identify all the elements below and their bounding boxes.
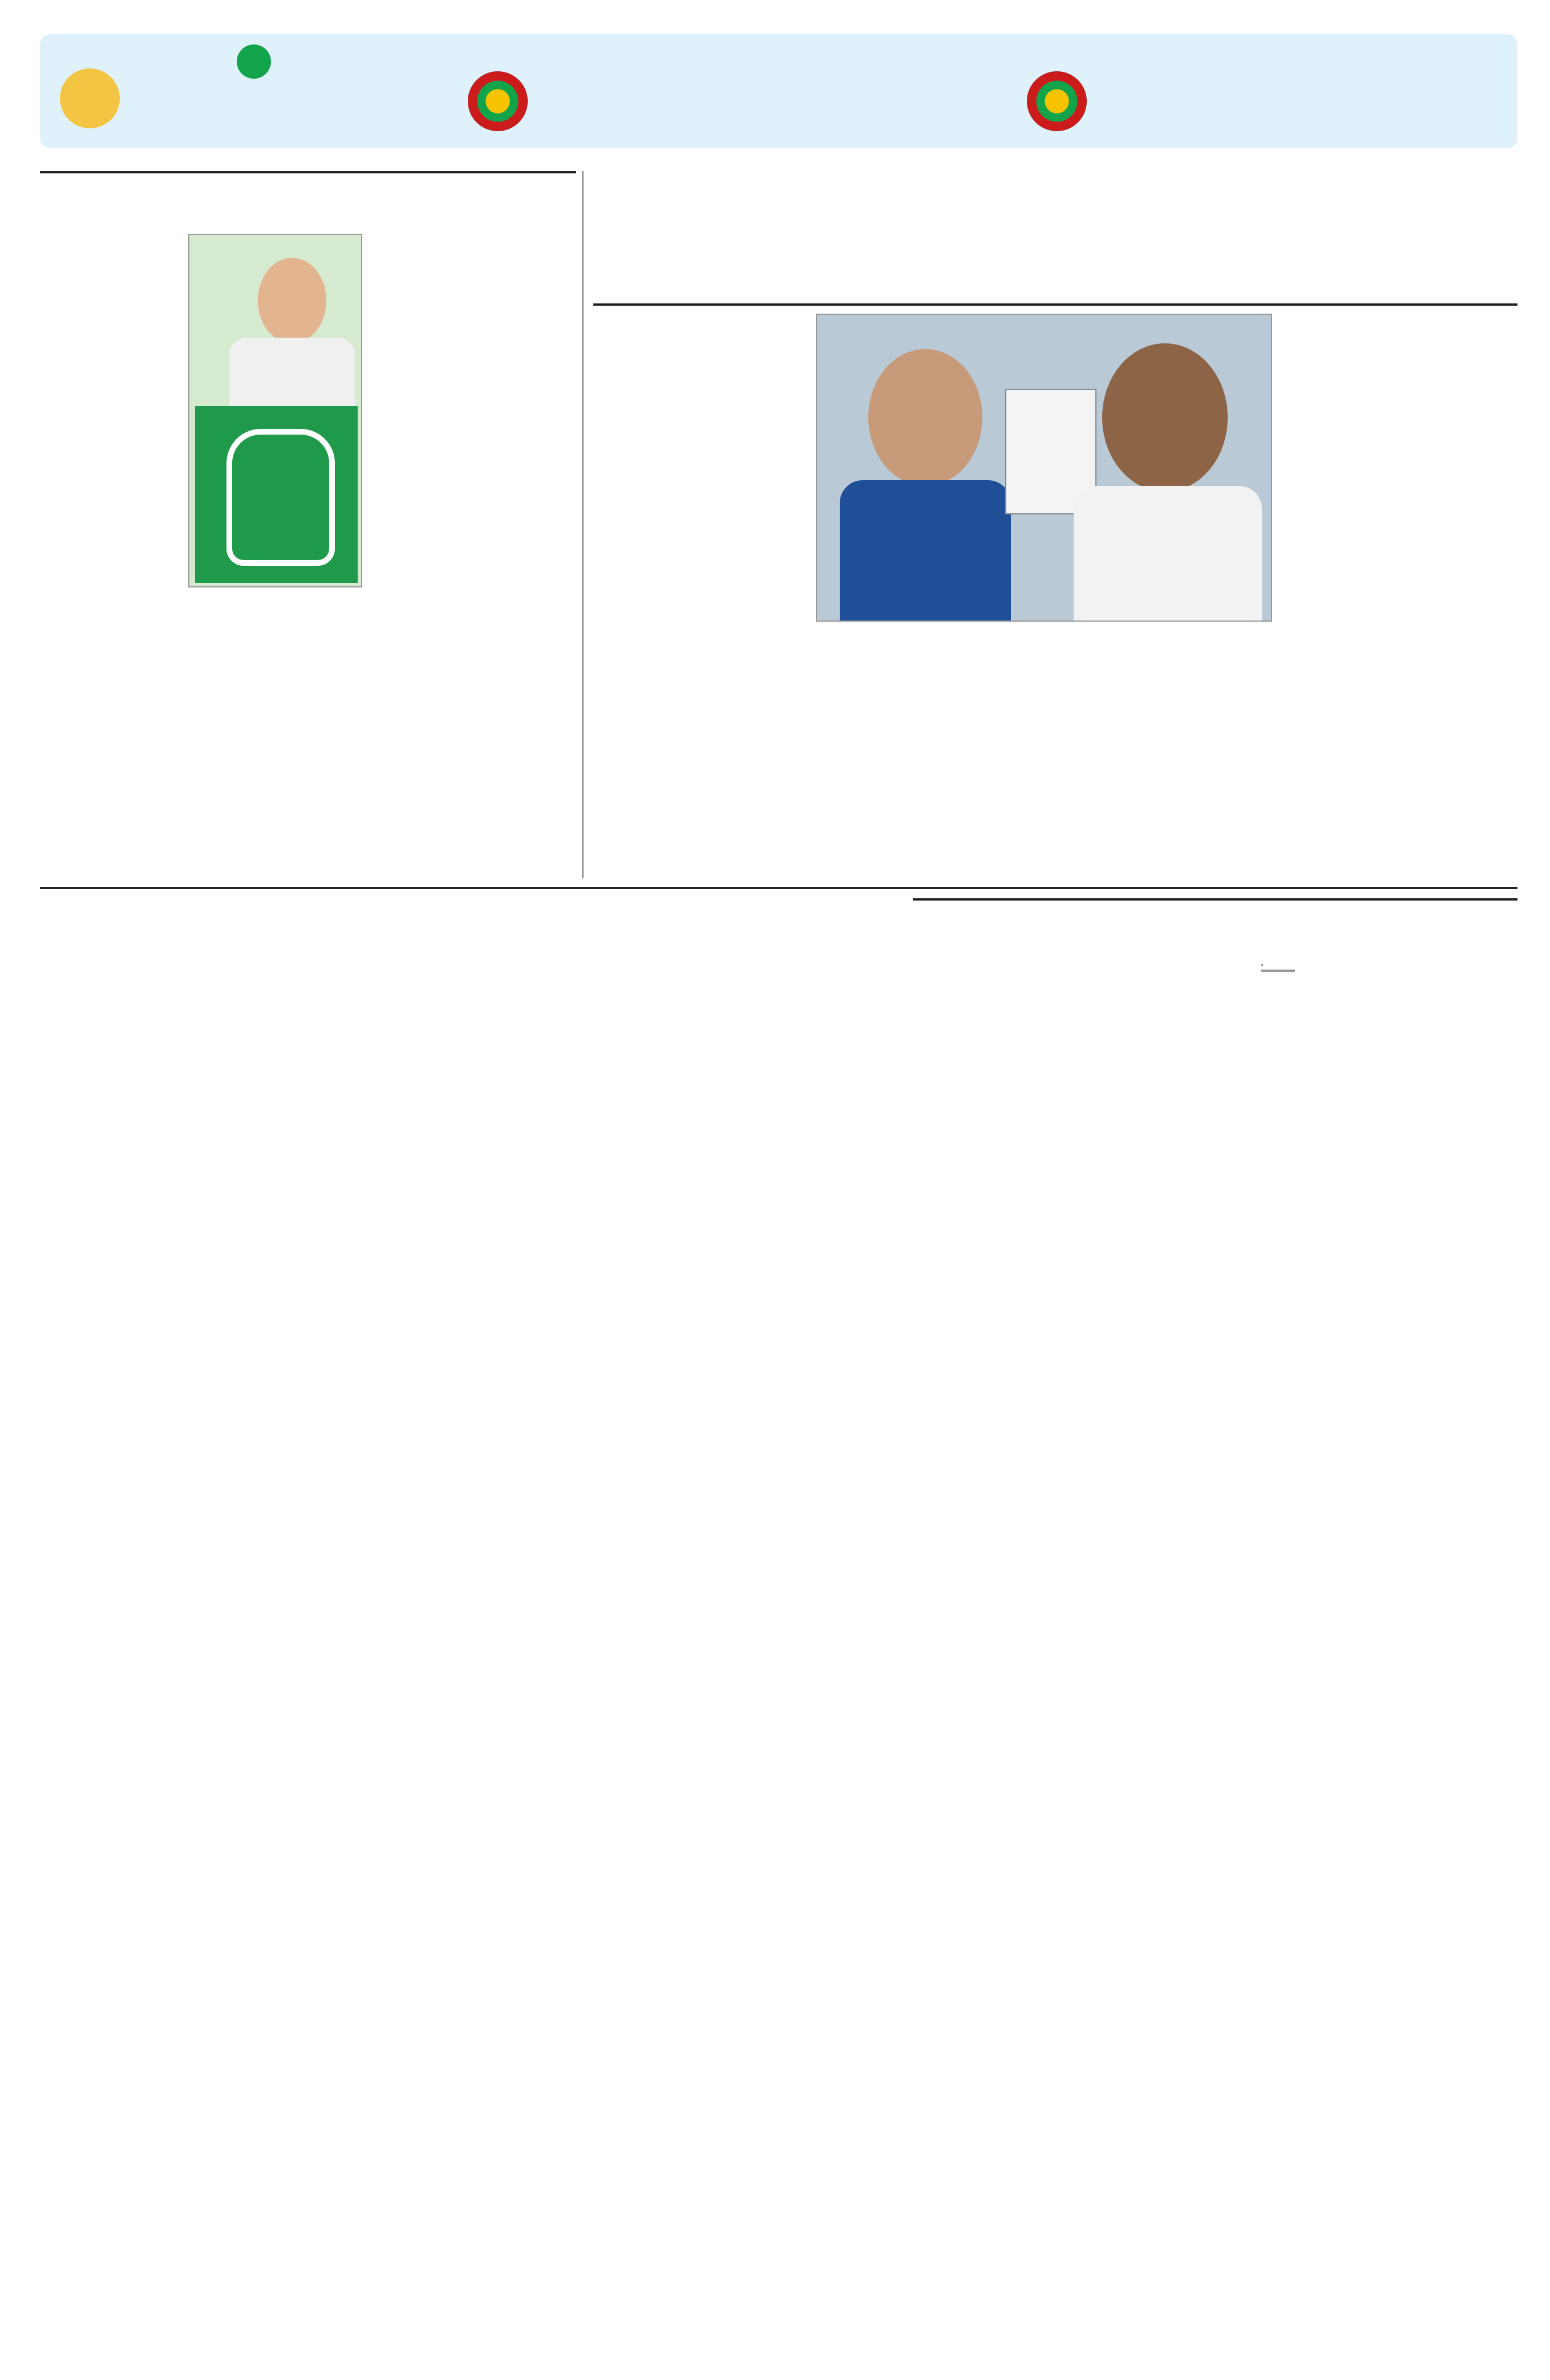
newspaper-logo <box>154 44 399 141</box>
lead-body <box>1284 318 1517 854</box>
photo-person-left <box>868 349 982 486</box>
hand-symbol-icon <box>226 429 335 566</box>
lead-column-3 <box>816 627 1038 878</box>
photo-kharge-shirt <box>1074 486 1262 622</box>
spacer-101 <box>1261 964 1263 966</box>
priyanka-headline <box>40 171 576 173</box>
parliament-body <box>1301 968 1517 1305</box>
priyanka-body <box>371 238 576 558</box>
section-title <box>1198 54 1495 145</box>
logo-badge <box>237 44 271 79</box>
section-divider <box>40 887 1517 889</box>
priyanka-photo <box>188 234 362 587</box>
lead-photo <box>816 314 1272 622</box>
column-divider <box>582 171 584 878</box>
parliament-headline <box>913 898 1517 901</box>
photo-priyanka-face <box>258 258 326 343</box>
emblem-right-icon <box>1027 71 1087 131</box>
spacer-11 <box>1261 970 1295 972</box>
podium-banner <box>195 406 358 583</box>
lead-column-4 <box>593 314 804 878</box>
priyanka-column-1 <box>371 234 576 587</box>
lead-column-2 <box>1050 627 1272 878</box>
lead-column-1 <box>1284 314 1517 884</box>
page-number <box>60 68 120 128</box>
emblem-left-icon <box>468 71 528 131</box>
photo-turban-man-shirt <box>840 480 1011 622</box>
priyanka-column-3 <box>317 593 576 878</box>
photo-person-right <box>1102 343 1228 492</box>
spacer-100 <box>1261 970 1263 972</box>
priyanka-column-2 <box>40 234 180 587</box>
lead-subhead <box>593 269 1517 306</box>
priyanka-column-4 <box>40 593 308 878</box>
parliament-column-1 <box>1301 964 1517 1335</box>
